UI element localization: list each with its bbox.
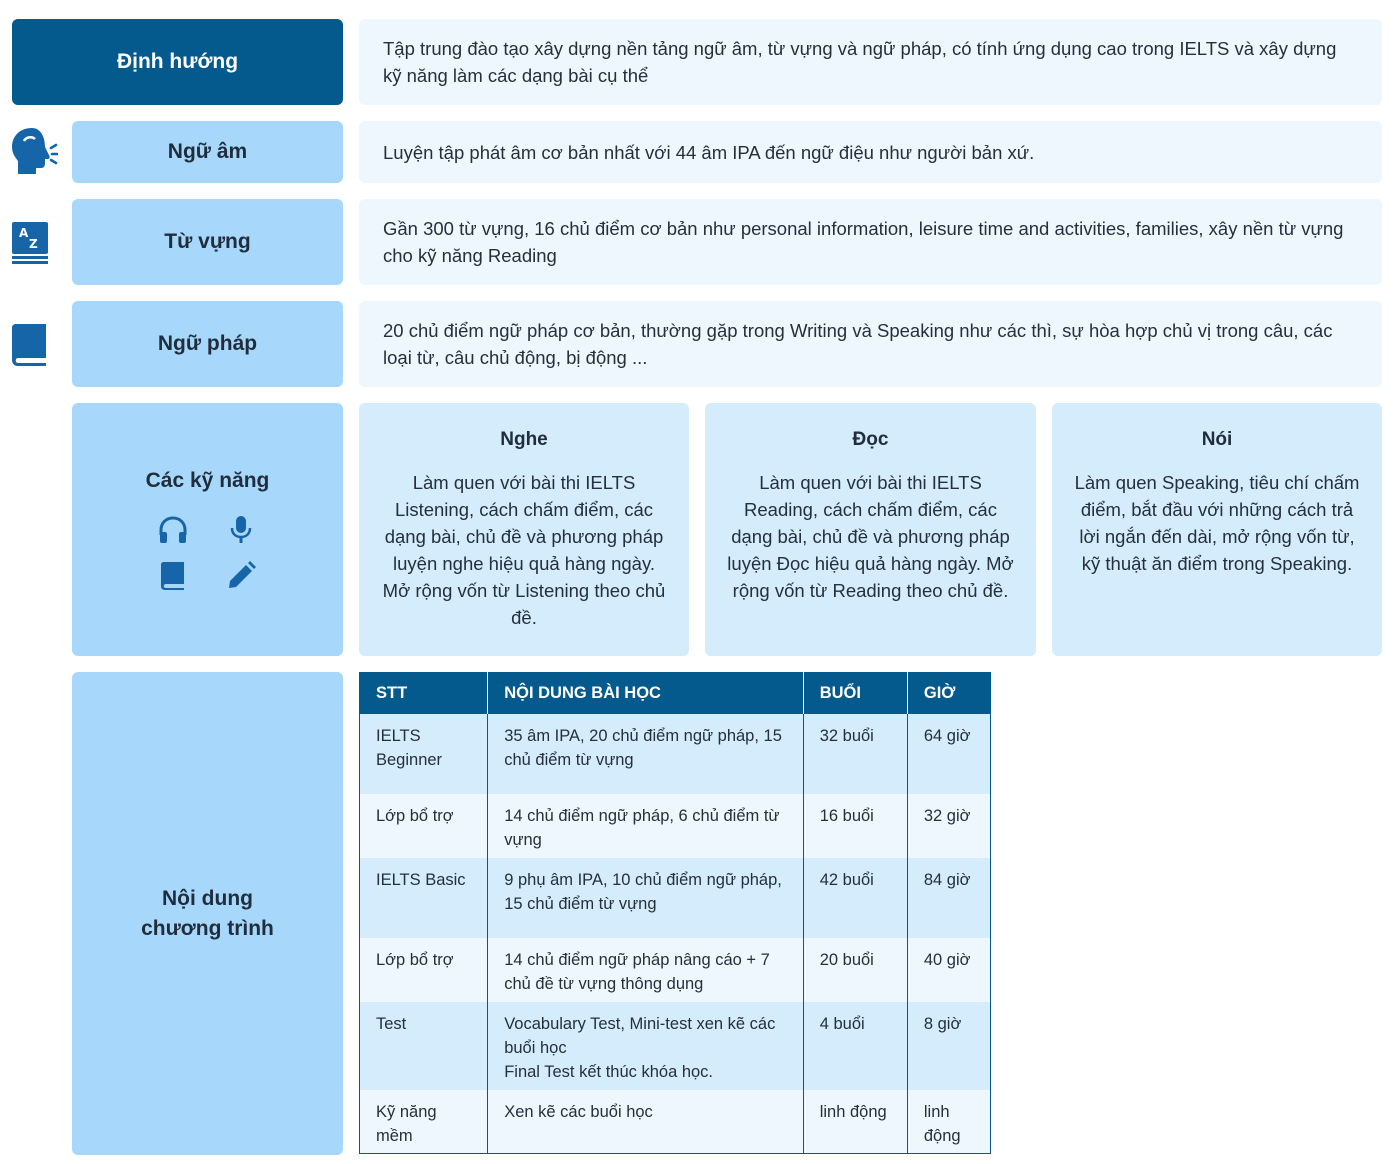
a-z-dictionary-icon xyxy=(10,220,50,268)
table-row xyxy=(360,1002,991,1090)
table-cell: Test xyxy=(360,1002,488,1090)
table-header-cell: GIỜ xyxy=(907,673,990,714)
table-cell: 20 buổi xyxy=(803,938,907,1002)
grammar-book-icon xyxy=(10,322,50,370)
vocabulary-description-text: Gần 300 từ vựng, 16 chủ điểm cơ bản như personal information, leisure time and activities, families, xây nền từ vựng cho kỹ năng Reading xyxy=(383,218,1344,266)
program-table xyxy=(359,672,991,1154)
grammar-description xyxy=(359,301,1382,387)
table-cell: Kỹ năng mềm xyxy=(360,1090,488,1154)
table-row xyxy=(360,794,991,858)
skills-label: Các kỹ năng xyxy=(145,469,270,492)
table-cell: 14 chủ điểm ngữ pháp, 6 chủ điểm từ vựng xyxy=(488,794,804,858)
table-cell: 64 giờ xyxy=(907,714,990,794)
svg-text:A: A xyxy=(19,226,29,240)
table-row xyxy=(360,1090,991,1154)
table-header-row xyxy=(360,673,991,714)
skill-card-text: Làm quen với bài thi IELTS Listening, cách chấm điểm, các dạng bài, chủ đề và phương pháp luyện nghe hiệu quả hàng ngày. Mở rộng vốn từ Listening theo chủ đề. xyxy=(382,472,666,628)
table-cell: 32 buổi xyxy=(803,714,907,794)
table-row xyxy=(360,938,991,1002)
orientation-label xyxy=(12,19,343,105)
skill-card-listening xyxy=(359,403,689,656)
table-cell: IELTS Beginner xyxy=(360,714,488,794)
table-cell: Vocabulary Test, Mini-test xen kẽ các buổi học Final Test kết thúc khóa học. xyxy=(488,1002,804,1090)
table-cell: linh động xyxy=(803,1090,907,1154)
grammar-label-text: Ngữ pháp xyxy=(157,332,258,355)
orientation-description-text: Tập trung đào tạo xây dựng nền tảng ngữ âm, từ vựng và ngữ pháp, có tính ứng dụng cao trong IELTS và xây dựng kỹ năng làm các dạng bài cụ thể xyxy=(383,38,1337,86)
skill-card-text: Làm quen với bài thi IELTS Reading, cách chấm điểm, các dạng bài, chủ đề và phương pháp luyện Đọc hiệu quả hàng ngày. Mở rộng vốn từ Reading theo chủ đề. xyxy=(727,472,1014,601)
table-cell: 16 buổi xyxy=(803,794,907,858)
table-cell: linh động xyxy=(907,1090,990,1154)
program-label-line1: Nội dung xyxy=(162,886,253,910)
skill-card-reading xyxy=(705,403,1036,656)
vocabulary-description xyxy=(359,199,1382,285)
table-row xyxy=(360,714,991,794)
table-cell: 35 âm IPA, 20 chủ điểm ngữ pháp, 15 chủ điểm từ vựng xyxy=(488,714,804,794)
grammar-description-text: 20 chủ điểm ngữ pháp cơ bản, thường gặp trong Writing và Speaking như các thì, sự hòa hợp chủ vị trong câu, các loại từ, câu chủ động, bị động ... xyxy=(383,320,1333,368)
skill-card-title: Nghe xyxy=(500,429,548,450)
table-cell: Lớp bổ trợ xyxy=(360,938,488,1002)
skill-card-text: Làm quen Speaking, tiêu chí chấm điểm, bắt đầu với những cách trả lời ngắn đến dài, mở rộng vốn từ, kỹ thuật ăn điểm trong Speaking. xyxy=(1074,472,1360,574)
vocabulary-label-text: Từ vựng xyxy=(164,230,251,253)
table-cell: IELTS Basic xyxy=(360,858,488,938)
table-header-cell: NỘI DUNG BÀI HỌC xyxy=(488,673,804,714)
microphone-icon xyxy=(226,515,256,545)
table-cell: 9 phụ âm IPA, 10 chủ điểm ngữ pháp, 15 chủ điểm từ vựng xyxy=(488,858,804,938)
table-header-cell: BUỔI xyxy=(803,673,907,714)
table-row xyxy=(360,858,991,938)
skills-label-panel xyxy=(72,403,343,656)
skill-card-title: Nói xyxy=(1201,429,1233,450)
phonetics-label xyxy=(72,121,343,183)
speaking-head-icon xyxy=(10,126,50,174)
table-cell: 8 giờ xyxy=(907,1002,990,1090)
phonetics-label-text: Ngữ âm xyxy=(167,140,248,163)
table-cell: Xen kẽ các buổi học xyxy=(488,1090,804,1154)
skill-card-title: Đọc xyxy=(852,429,889,450)
table-cell: 14 chủ điểm ngữ pháp nâng cáo + 7 chủ đề từ vựng thông dụng xyxy=(488,938,804,1002)
table-cell: 32 giờ xyxy=(907,794,990,858)
phonetics-description xyxy=(359,121,1382,183)
table-cell: 84 giờ xyxy=(907,858,990,938)
book-icon xyxy=(158,561,188,591)
orientation-description xyxy=(359,19,1382,105)
svg-text:Z: Z xyxy=(29,237,38,251)
table-cell: 4 buổi xyxy=(803,1002,907,1090)
headphones-icon xyxy=(158,515,188,545)
table-cell: Lớp bổ trợ xyxy=(360,794,488,858)
program-label-line2: chương trình xyxy=(141,916,274,940)
skill-card-speaking xyxy=(1052,403,1382,656)
table-cell: 40 giờ xyxy=(907,938,990,1002)
grammar-label xyxy=(72,301,343,387)
vocabulary-label xyxy=(72,199,343,285)
orientation-label-text: Định hướng xyxy=(116,50,239,73)
table-header-cell: STT xyxy=(360,673,488,714)
program-content-label xyxy=(72,672,343,1155)
phonetics-description-text: Luyện tập phát âm cơ bản nhất với 44 âm IPA đến ngữ điệu như người bản xứ. xyxy=(383,141,1035,163)
pencil-icon xyxy=(226,561,256,591)
table-cell: 42 buổi xyxy=(803,858,907,938)
